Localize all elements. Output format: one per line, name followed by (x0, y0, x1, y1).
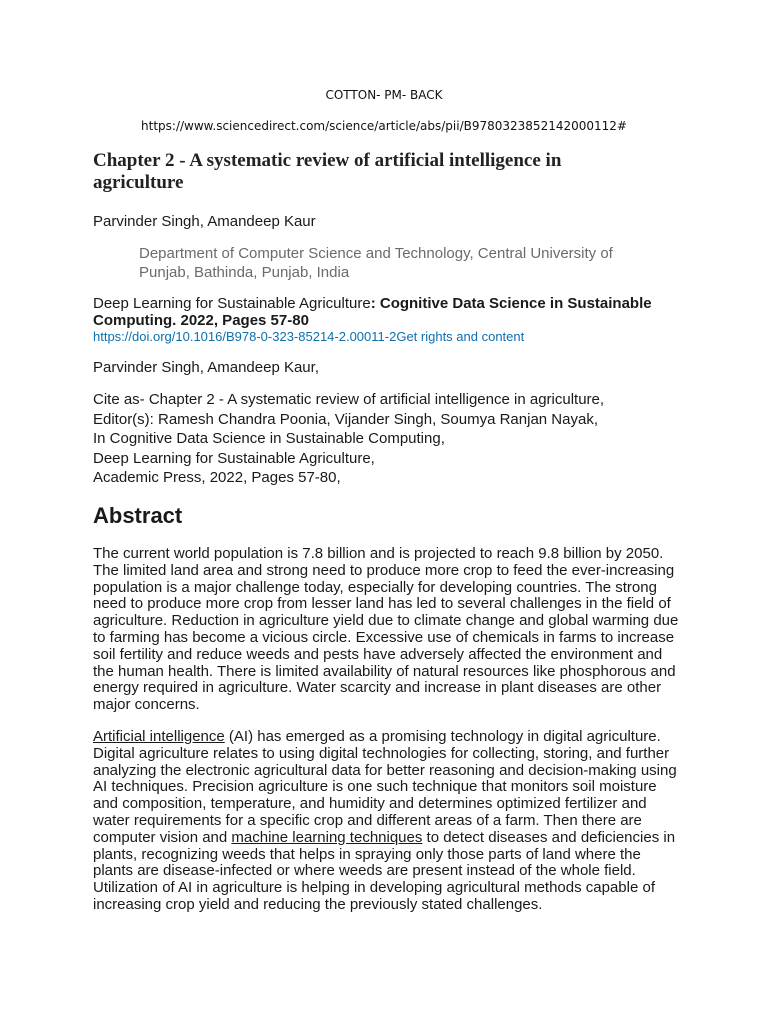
citation-line: In Cognitive Data Science in Sustainable Computing, (93, 430, 445, 447)
citation-line: Deep Learning for Sustainable Agriculture, (93, 449, 375, 467)
artificial-intelligence-link[interactable]: Artificial intelligence (93, 728, 225, 745)
citation-line: Cite as- Chapter 2 - A systematic review of artificial intelligence in agriculture, (93, 391, 605, 408)
authors: Parvinder Singh, Amandeep Kaur (93, 213, 316, 230)
document-header-title: COTTON- PM- BACK (325, 88, 443, 102)
source-separator: : (370, 295, 380, 312)
authors-repeat: Parvinder Singh, Amandeep Kaur, (93, 359, 319, 376)
doi-link[interactable]: https://doi.org/10.1016/B978-0-323-85214-2.00011-2 (93, 329, 397, 344)
citation-block (93, 390, 683, 488)
abstract-paragraph-2 (93, 729, 683, 914)
abstract-heading: Abstract (93, 503, 183, 528)
source-url: https://www.sciencedirect.com/science/article/abs/pii/B9780323852142000112# (141, 119, 627, 133)
citation-line: Editor(s): Ramesh Chandra Poonia, Vijander Singh, Soumya Ranjan Nayak, (93, 410, 598, 428)
affiliation: Department of Computer Science and Technology, Central University of Punjab, Bathinda, Punjab, India (139, 245, 613, 281)
citation-line: Academic Press, 2022, Pages 57-80, (93, 469, 341, 486)
machine-learning-link[interactable]: machine learning techniques (231, 828, 423, 846)
source-detail: Cognitive Data Science in Sustainable Computing. 2022, Pages 57-80 (93, 295, 652, 329)
paragraph-2-text-1: (AI) has emerged as a promising technology in digital agriculture. Digital agriculture relates to using digital technologies for collecting, storing, and further analyzing the electronic agricultural data for better reasoning and decision-making using AI techniques. Precision agriculture is one such technique that monitors soil moisture and composition, temperature, and humidity and determines optimized fertilizer and water requirements for a specific crop and different areas of a farm. Then there are computer vision and (93, 728, 677, 846)
rights-link[interactable]: Get rights and content (396, 329, 525, 344)
chapter-title: Chapter 2 - A systematic review of artificial intelligence in agriculture (93, 150, 562, 193)
abstract-paragraph-1: The current world population is 7.8 billion and is projected to reach 9.8 billion by 2050. The limited land area and strong need to produce more crop to feed the ever-increasing population is a major challenge today, especially for developing countries. The strong need to produce more crop from lesser land has led to several challenges in the field of agriculture. Reduction in agriculture yield due to climate change and global warming due to farming has become a vicious circle. Excessive use of chemicals in farms to increase soil fertility and reduce weeds and pests have adversely affected the environment and the human health. There is limited availability of natural resources like phosphorous and energy required in agriculture. Water scarcity and increase in plant diseases are other major concerns. (93, 545, 679, 714)
doi-line (93, 329, 524, 345)
source-line (93, 295, 683, 329)
paragraph-2-text-2: to detect diseases and deficiencies in plants, recognizing weeds that helps in spraying only those parts of land where the plants are disease-infected or where weeds are present instead of the whole field. Utilization of AI in agriculture is helping in developing agricultural methods capable of increasing crop yield and reducing the previously stated challenges. (93, 828, 676, 913)
source-book: Deep Learning for Sustainable Agriculture (93, 295, 371, 312)
